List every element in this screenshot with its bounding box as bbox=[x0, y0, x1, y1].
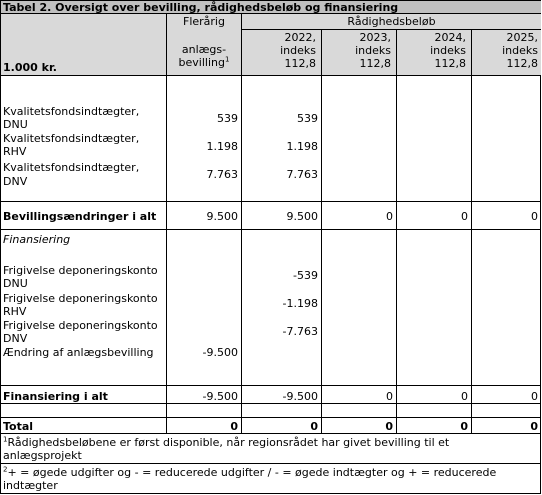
total-2025: 0 bbox=[530, 420, 538, 433]
year-2025-line2: indeks bbox=[502, 44, 538, 57]
footnote-2: $^2$+ = øgede udgifter og - = reducerede udgifter / - = øgede indtægter og + = reducerede bbox=[3, 465, 497, 479]
year-2023-line1: 2023, bbox=[359, 31, 391, 44]
row-label-sub: DNV bbox=[3, 175, 28, 188]
row-label: Kvalitetsfondsindtægter, bbox=[3, 105, 140, 118]
col-header-anlaegs: anlægs- bbox=[181, 43, 227, 56]
cell-flerarig: 7.763 bbox=[206, 168, 238, 181]
bevillings-total-flerarig: 9.500 bbox=[206, 210, 238, 223]
year-2022-line3: 112,8 bbox=[284, 57, 316, 70]
total-2024: 0 bbox=[460, 420, 468, 433]
aendring-flerarig: -9.500 bbox=[202, 346, 238, 359]
fin-cell-2022: -1.198 bbox=[282, 297, 318, 310]
fin-row-label-sub: RHV bbox=[3, 305, 27, 318]
fin-total-label: Finansiering i alt bbox=[3, 390, 108, 403]
row-label: Kvalitetsfondsindtægter, bbox=[3, 161, 140, 174]
fin-row-label: Frigivelse deponeringskonto bbox=[3, 292, 158, 305]
header-divider bbox=[242, 29, 541, 30]
fin-cell-2022: -7.763 bbox=[282, 325, 318, 338]
grid-vline bbox=[396, 29, 397, 433]
total-2023: 0 bbox=[385, 420, 393, 433]
bevillings-total-label: Bevillingsændringer i alt bbox=[3, 210, 157, 223]
unit-label: 1.000 kr. bbox=[3, 61, 57, 74]
cell-flerarig: 1.198 bbox=[206, 140, 238, 153]
total-2022: 0 bbox=[310, 420, 318, 433]
row-divider bbox=[1, 403, 541, 404]
grid-vline bbox=[321, 29, 322, 433]
grid-vline bbox=[166, 14, 167, 433]
col-header-bevilling: bevilling$^1$ bbox=[178, 55, 230, 69]
year-2024-line1: 2024, bbox=[434, 31, 466, 44]
fin-total-2025: 0 bbox=[531, 390, 538, 403]
year-2022-line1: 2022, bbox=[284, 31, 316, 44]
row-divider bbox=[1, 463, 541, 464]
year-2025-line3: 112,8 bbox=[506, 57, 538, 70]
fin-total-2023: 0 bbox=[386, 390, 393, 403]
row-divider bbox=[1, 433, 541, 434]
finansiering-heading: Finansiering bbox=[3, 233, 71, 246]
row-divider bbox=[1, 201, 541, 202]
bevillings-total-2025: 0 bbox=[531, 210, 538, 223]
year-2022-line2: indeks bbox=[280, 44, 316, 57]
row-label-sub: RHV bbox=[3, 145, 27, 158]
fin-cell-2022: -539 bbox=[293, 269, 318, 282]
total-flerarig: 0 bbox=[230, 420, 238, 433]
grid-vline bbox=[471, 29, 472, 433]
grid-vline bbox=[241, 14, 242, 433]
fin-total-flerarig: -9.500 bbox=[202, 390, 238, 403]
cell-2022: 7.763 bbox=[286, 168, 318, 181]
year-2023-line3: 112,8 bbox=[359, 57, 391, 70]
row-divider bbox=[1, 417, 541, 418]
year-2025-line1: 2025, bbox=[506, 31, 538, 44]
fin-row-label: Frigivelse deponeringskonto bbox=[3, 319, 158, 332]
fin-row-label-sub: DNU bbox=[3, 277, 28, 290]
bevillings-total-2022: 9.500 bbox=[286, 210, 318, 223]
row-label-sub: DNU bbox=[3, 118, 28, 131]
cell-2022: 539 bbox=[297, 112, 318, 125]
cell-2022: 1.198 bbox=[286, 140, 318, 153]
fin-total-2022: -9.500 bbox=[282, 390, 318, 403]
bevillings-total-2023: 0 bbox=[386, 210, 393, 223]
col-header-flerarig: Flerårig bbox=[183, 15, 225, 28]
footnote-1-cont: anlægsprojekt bbox=[3, 449, 82, 462]
cell-flerarig: 539 bbox=[217, 112, 238, 125]
year-2023-line2: indeks bbox=[355, 44, 391, 57]
total-label: Total bbox=[3, 420, 34, 433]
fin-row-label-sub: DNV bbox=[3, 332, 28, 345]
table-header bbox=[1, 14, 541, 76]
row-label: Kvalitetsfondsindtægter, bbox=[3, 132, 140, 145]
footnote-1: $^1$Rådighedsbeløbene er først disponible, når regionsrådet har givet bevilling til et bbox=[3, 435, 450, 449]
row-divider bbox=[1, 229, 541, 230]
year-2024-line3: 112,8 bbox=[434, 57, 466, 70]
bevillings-total-2024: 0 bbox=[461, 210, 468, 223]
row-divider bbox=[1, 385, 541, 386]
aendring-label: Ændring af anlægsbevilling bbox=[3, 346, 154, 359]
fin-total-2024: 0 bbox=[461, 390, 468, 403]
fin-row-label: Frigivelse deponeringskonto bbox=[3, 264, 158, 277]
table-title: Tabel 2. Oversigt over bevilling, rådighedsbeløb og finansiering bbox=[1, 1, 541, 14]
year-2024-line2: indeks bbox=[430, 44, 466, 57]
col-header-raadighedsbelob: Rådighedsbeløb bbox=[347, 15, 436, 28]
footnote-2-cont: indtægter bbox=[3, 479, 58, 492]
